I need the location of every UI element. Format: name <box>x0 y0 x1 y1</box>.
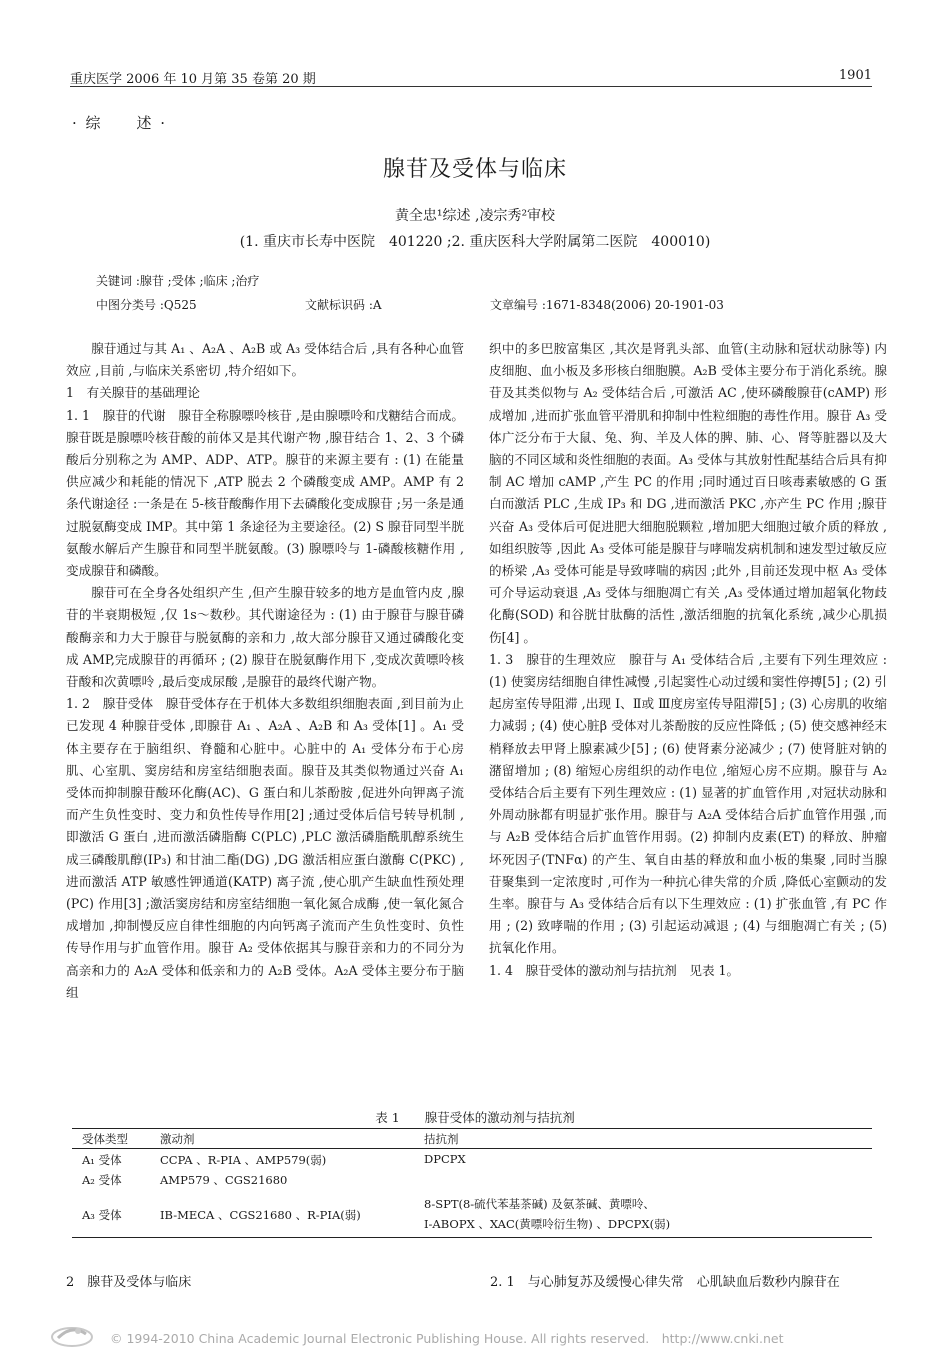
table-bottom-rule <box>72 1237 872 1238</box>
header-rule <box>70 86 872 87</box>
paragraph-receptors-cont: 织中的多巴胺富集区 ,其次是肾乳头部、血管(主动脉和冠状动脉等) 内皮细胞、血小板及多形核白细胞膜。A₂B 受体主要分布于消化系统。腺苷及其类似物与 A₂ 受体结合后 ,可激活 AC ,使环磷酸腺苷(cAMP) 形成增加 ,进而扩张血管平滑肌和抑制中性粒细胞的毒性作用。腺苷 A₃ 受体广泛分布于大鼠、兔、狗、羊及人体的脾、肺、心、肾等脏器以及大脑的不同区域和炎性细胞的表面。A₃ 受体与其放射性配基结合后具有抑制 AC 增加 cAMP ,产生 PC 的作用 ;同时通过百日咳毒素敏感的 G 蛋白而激活 PLC ,生成 IP₃ 和 DG ,进而激活 PKC ,亦产生 PC 作用 ;腺苷兴奋 A₃ 受体后可促进肥大细胞脱颗粒 ,增加肥大细胞过敏介质的释放 ,如组织胺等 ,因此 A₃ 受体可能是腺苷与哮喘发病机制和速发型过敏反应的桥梁 ,A₃ 受体可能是导致哮喘的病因 ;此外 ,目前还发现中枢 A₃ 受体可介导运动衰退 ,A₃ 受体与细胞凋亡有关 ,A₃ 受体通过增加超氧化物歧化酶(SOD) 和谷胱甘肽酶的活性 ,激活细胞的抗氧化系统 ,减少心肌损伤[4] 。 <box>489 341 887 645</box>
table-cell: 8-SPT(8-硫代苯基茶碱) 及氨茶碱、黄嘌呤、 <box>424 1197 655 1211</box>
cnki-logo-icon <box>50 1322 94 1348</box>
paragraph-physiology: 1. 3 腺苷的生理效应 腺苷与 A₁ 受体结合后 ,主要有下列生理效应 : (1) 使窦房结细胞自律性减慢 ,引起窦性心动过缓和窦性停搏[5] ; (2) 引起房室传导阻滞 ,出现 Ⅰ、Ⅱ或 Ⅲ度房室传导阻滞[5] ; (3) 心房肌的收缩力减弱 ; (4) 使心脏β 受体对儿茶酚胺的反应性降低 ; (5) 使交感神经末梢释放去甲肾上腺素减少[5] ; (6) 使肾素分泌减少 ; (7) 使肾脏对钠的潴留增加 ; (8) 缩短心房组织的动作电位 ,缩短心房不应期。腺苷与 A₂ 受体结合后主要有下列生理效应 : (1) 显著的扩血管作用 ,对冠状动脉和外周动脉都有明显扩张作用。腺苷与 A₂A 受体结合后扩血管作用强 ,而与 A₂B 受体结合后扩血管作用弱。(2) 抑制内皮素(ET) 的释放、肿瘤坏死因子(TNFα) 的产生、氧自由基的释放和血小板的集聚 ,同时当腺苷聚集到一定浓度时 ,可作为一种抗心律失常的介质 ,降低心室颤动的发生率。腺苷与 A₃ 受体结合后有以下生理效应 : (1) 扩张血管 ,有 PC 作用 ; (2) 致哮喘的作用 ; (3) 引起运动减退 ; (4) 与细胞凋亡有关 ; (5) 抗氧化作用。 <box>489 651 887 956</box>
table-top-rule <box>72 1128 872 1129</box>
table-cell: I-ABOPX 、XAC(黄嘌呤衍生物) 、DPCPX(弱) <box>424 1217 671 1231</box>
table-header-antagonist: 拮抗剂 <box>424 1132 459 1146</box>
table-cell: AMP579 、CGS21680 <box>160 1173 288 1187</box>
table-header-rule <box>72 1148 872 1149</box>
document-code: 文献标识码 :A <box>305 298 382 312</box>
table-cell: A₃ 受体 <box>82 1208 122 1222</box>
page-number: 1901 <box>838 68 872 83</box>
section-heading-1: 1 有关腺苷的基础理论 <box>66 385 200 401</box>
table-cell: A₁ 受体 <box>82 1153 122 1167</box>
copyright-notice: © 1994-2010 China Academic Journal Electronic Publishing House. All rights reserved. http://www.cnki.net <box>110 1331 784 1346</box>
left-column <box>66 338 464 1004</box>
table-header-receptor: 受体类型 <box>82 1132 128 1146</box>
paragraph-agonists: 1. 4 腺苷受体的激动剂与拮抗剂 见表 1。 <box>489 962 740 978</box>
paragraph-production: 腺苷可在全身各处组织产生 ,但产生腺苷较多的地方是血管内皮 ,腺苷的半衰期极短 ,仅 1s～数秒。其代谢途径为 : (1) 由于腺苷与腺苷磷酸酶亲和力大于腺苷与脱氨酶的亲和力 ,故大部分腺苷又通过磷酸化变成 AMP,完成腺苷的再循环 ; (2) 腺苷在脱氨酶作用下 ,变成次黄嘌呤核苷酸和次黄嘌呤 ,最后变成尿酸 ,是腺苷的最终代谢产物。 <box>66 585 464 690</box>
article-title: 腺苷及受体与临床 <box>382 157 567 182</box>
table-caption: 表 1 腺苷受体的激动剂与拮抗剂 <box>375 1110 575 1125</box>
section-heading-2: 2 腺苷及受体与临床 <box>66 1275 192 1290</box>
article-number: 文章编号 :1671-8348(2006) 20-1901-03 <box>490 298 724 312</box>
table-cell: DPCPX <box>424 1152 466 1166</box>
paragraph-receptors: 1. 2 腺苷受体 腺苷受体存在于机体大多数组织细胞表面 ,到目前为止已发现 4 种腺苷受体 ,即腺苷 A₁ 、A₂A 、A₂B 和 A₃ 受体[1] 。A₁ 受体主要存在于脑组织、脊髓和心脏中。心脏中的 A₁ 受体分布于心房肌、心室肌、窦房结和房室结细胞表面。腺苷及其类似物通过兴奋 A₁ 受体而抑制腺苷酸环化酶(AC)、G 蛋白和儿茶酚胺 ,促进外向钾离子流而产生负性变时、变力和负性传导作用[2] ;通过受体后信号转导机制 ,即激活 G 蛋白 ,进而激活磷脂酶 C(PLC) ,PLC 激活磷脂酰肌醇系统生成三磷酸肌醇(IP₃) 和甘油二酯(DG) ,DG 激活相应蛋白激酶 C(PKC) ,进而激活 ATP 敏感性钾通道(KATP) 离子流 ,使心肌产生缺血性预处理(PC) 作用[3] ;激活窦房结和房室结细胞一氧化氮合成酶 ,使一氧化氮合成增加 ,抑制慢反应自律性细胞的内向钙离子流而产生负性变时、负性传导作用与扩血管作用。腺苷 A₂ 受体依据其与腺苷亲和力的不同分为高亲和力的 A₂A 受体和低亲和力的 A₂B 受体。A₂A 受体主要分布于脑组 <box>66 696 464 1000</box>
section-tag: · 综 述 · <box>72 114 168 132</box>
intro-paragraph: 腺苷通过与其 A₁ 、A₂A 、A₂B 或 A₃ 受体结合后 ,具有各种心血管效应 ,目前 ,与临床关系密切 ,特介绍如下。 <box>66 341 464 379</box>
paragraph-metabolism: 1. 1 腺苷的代谢 腺苷全称腺嘌呤核苷 ,是由腺嘌呤和戊糖结合而成。腺苷既是腺嘌呤核苷酸的前体又是其代谢产物 ,腺苷结合 1、2、3 个磷酸后分别称之为 AMP、ADP、ATP。腺苷的来源主要有 : (1) 在能量供应减少和耗能的情况下 ,ATP 脱去 2 个磷酸变成 AMP。AMP 有 2 条代谢途径 :一条是在 5-核苷酸酶作用下去磷酸化变成腺苷 ;另一条是通过脱氨酶变成 IMP。其中第 1 条途径为主要途径。(2) S 腺苷同型半胱氨酸水解后产生腺苷和同型半胱氨酸。(3) 腺嘌呤与 1-磷酸核糖作用 ,变成腺苷和磷酸。 <box>66 407 464 579</box>
journal-header: 重庆医学 2006 年 10 月第 35 卷第 20 期 <box>70 72 316 87</box>
subsection-heading-2-1: 2. 1 与心肺复苏及缓慢心律失常 心肌缺血后数秒内腺苷在 <box>490 1275 840 1290</box>
table-cell: IB-MECA 、CGS21680 、R-PIA(弱) <box>160 1208 361 1222</box>
table-cell: CCPA 、R-PIA 、AMP579(弱) <box>160 1153 327 1167</box>
affiliation: (1. 重庆市长寿中医院 401220 ;2. 重庆医科大学附属第二医院 400010) <box>239 234 711 250</box>
clc-number: 中图分类号 :Q525 <box>96 298 197 312</box>
right-column <box>489 338 887 982</box>
table-header-agonist: 激动剂 <box>160 1132 195 1146</box>
authors: 黄全忠¹综述 ,凌宗秀²审校 <box>394 208 556 224</box>
table-cell: A₂ 受体 <box>82 1173 122 1187</box>
keywords: 关键词 :腺苷 ;受体 ;临床 ;治疗 <box>96 274 260 288</box>
